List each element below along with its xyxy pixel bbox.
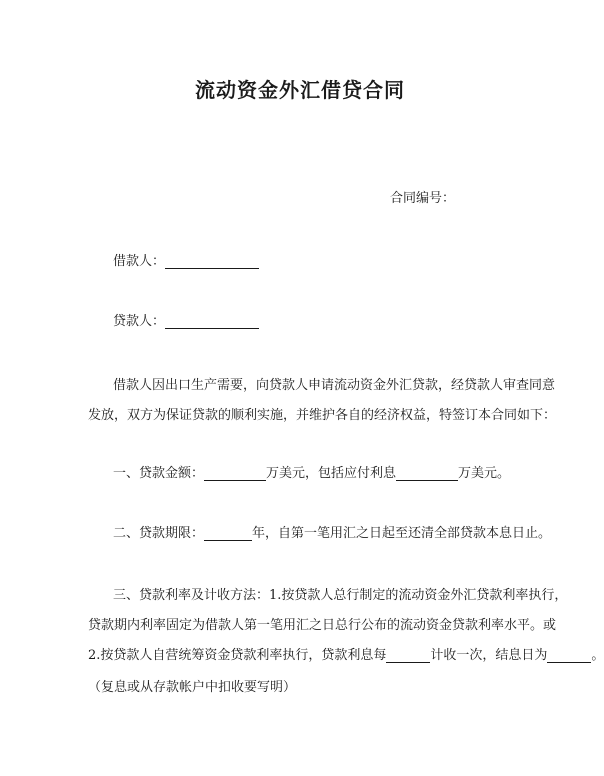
intro-paragraph-line-1: 借款人因出口生产需要，向贷款人申请流动资金外汇贷款，经贷款人审查同意 bbox=[113, 378, 556, 393]
interest-period-blank bbox=[386, 648, 430, 663]
clause-3-line-1: 三、贷款利率及计收方法：1.按贷款人总行制定的流动资金外汇贷款利率执行， bbox=[113, 588, 568, 603]
lender-label: 贷款人： bbox=[113, 314, 166, 329]
clause-2-loan-term bbox=[113, 522, 551, 541]
interest-amount-blank bbox=[396, 466, 458, 481]
loan-term-blank bbox=[204, 526, 252, 541]
clause-3-line-3-mid: 计收一次，结息日为 bbox=[430, 648, 548, 663]
clause-2-prefix: 二、贷款期限： bbox=[113, 526, 205, 541]
clause-3-line-3-prefix: 2.按贷款人自营统筹资金贷款利率执行，贷款利息每 bbox=[88, 648, 387, 663]
clause-3-note: （复息或从存款帐户中扣收要写明） bbox=[88, 680, 297, 695]
borrower-field bbox=[113, 250, 259, 269]
settlement-date-blank bbox=[547, 648, 591, 663]
lender-blank-line bbox=[165, 314, 259, 329]
clause-1-prefix: 一、贷款金额： bbox=[113, 466, 205, 481]
clause-1-loan-amount bbox=[113, 462, 510, 481]
clause-2-suffix: 年，自第一笔用汇之日起至还清全部贷款本息日止。 bbox=[252, 526, 552, 541]
clause-1-mid: 万美元，包括应付利息 bbox=[266, 466, 397, 481]
borrower-blank-line bbox=[165, 254, 259, 269]
lender-field bbox=[113, 310, 259, 329]
clause-3-line-2: 贷款期内利率固定为借款人第一笔用汇之日总行公布的流动资金贷款利率水平。或 bbox=[88, 618, 557, 633]
clause-3-line-3 bbox=[88, 644, 604, 663]
document-title: 流动资金外汇借贷合同 bbox=[195, 78, 405, 102]
borrower-label: 借款人： bbox=[113, 254, 166, 269]
intro-paragraph-line-2: 发放，双方为保证贷款的顺利实施，并维护各自的经济权益，特签订本合同如下： bbox=[88, 408, 557, 423]
clause-3-line-3-suffix: 。 bbox=[591, 648, 604, 663]
loan-amount-blank bbox=[204, 466, 266, 481]
contract-number-label: 合同编号： bbox=[390, 191, 456, 206]
clause-1-suffix: 万美元。 bbox=[458, 466, 511, 481]
